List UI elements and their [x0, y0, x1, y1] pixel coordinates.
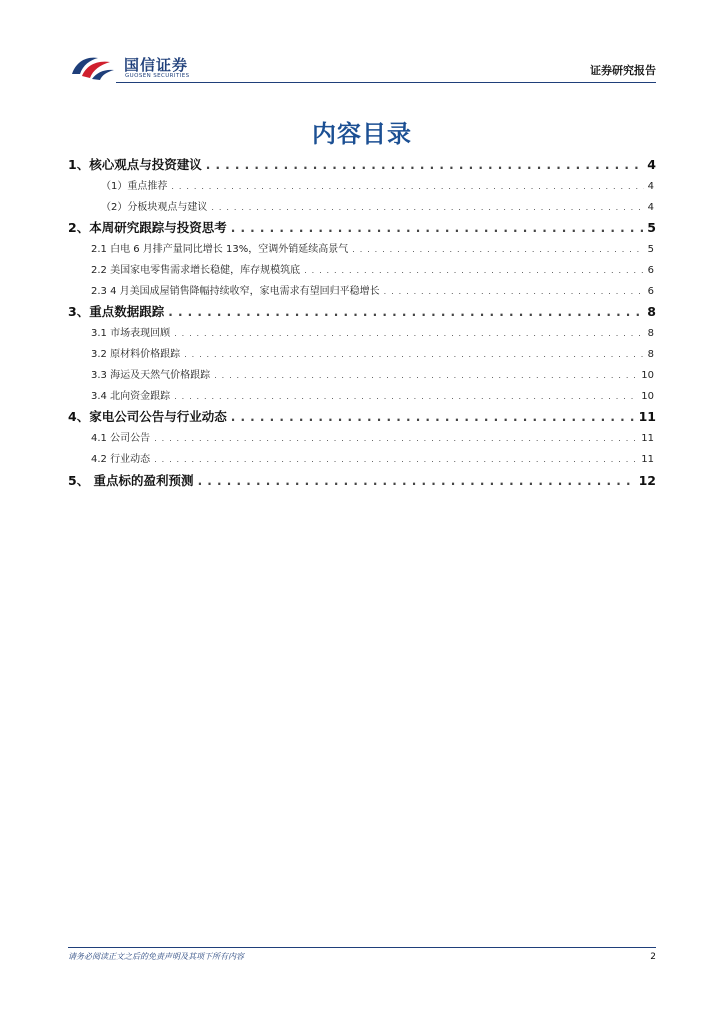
toc-dot-leader [171, 182, 643, 191]
toc-page-number: 5 [647, 220, 656, 236]
toc-entry-label: 3.1 市场表现回顾 [91, 328, 171, 340]
toc-page-number: 8 [647, 349, 654, 361]
toc-page-number: 5 [647, 244, 654, 256]
toc-page-number: 6 [647, 285, 654, 297]
toc-dot-leader [352, 245, 643, 254]
toc-subsection-entry[interactable] [68, 282, 656, 303]
toc-entry-label: 2.2 美国家电零售需求增长稳健，库存规模筑底 [91, 265, 301, 277]
toc-page-number: 4 [647, 201, 654, 213]
report-type-label: 证券研究报告 [590, 64, 656, 77]
toc-entry-label: 3.3 海运及天然气价格跟踪 [91, 369, 211, 381]
toc-section-entry[interactable] [68, 407, 656, 429]
toc-subsection-entry[interactable] [68, 366, 656, 387]
toc-page-number: 11 [638, 409, 656, 425]
toc-dot-leader [211, 203, 643, 212]
toc-page-number: 12 [638, 472, 656, 488]
toc-page-number: 10 [641, 390, 654, 402]
toc-page-number: 4 [647, 157, 656, 172]
toc-entry-label: 2.3 4 月美国成屋销售降幅持续收窄，家电需求有望回归平稳增长 [91, 285, 380, 297]
toc-subsection-entry[interactable] [68, 345, 656, 366]
guosen-logo-icon [70, 52, 116, 82]
toc-dot-leader [198, 474, 635, 488]
toc-entry-label: 3.2 原材料价格跟踪 [91, 349, 181, 361]
toc-dot-leader [206, 158, 644, 172]
page-number: 2 [650, 952, 656, 962]
toc-entry-label: 3、重点数据跟踪 [68, 304, 165, 320]
toc-entry-label: 5、 重点标的盈利预测 [68, 472, 194, 488]
toc-entry-label: 4.1 公司公告 [91, 433, 151, 445]
page-header [68, 50, 656, 84]
footer-disclaimer: 请务必阅读正文之后的免责声明及其项下所有内容 [68, 952, 244, 961]
toc-dot-leader [154, 455, 637, 464]
toc-subsection-entry[interactable] [68, 450, 656, 471]
toc-entry-label: 4.2 行业动态 [91, 453, 151, 465]
toc-entry-label: 4、家电公司公告与行业动态 [68, 409, 227, 425]
toc-entry-label: 3.4 北向资金跟踪 [91, 390, 171, 402]
toc-page-number: 8 [647, 328, 654, 340]
header-divider [116, 82, 656, 83]
toc-subsection-entry[interactable] [68, 177, 656, 198]
toc-title: 内容目录 [312, 120, 412, 148]
toc-page-number: 6 [647, 265, 654, 277]
toc-page-number: 8 [647, 304, 656, 320]
toc-section-entry[interactable] [68, 302, 656, 324]
toc-dot-leader [231, 410, 635, 424]
toc-subsection-entry[interactable] [68, 324, 656, 345]
toc-entry-label: （1）重点推荐 [101, 181, 168, 192]
company-logo [68, 50, 238, 84]
toc-entry-label: 2、本周研究跟踪与投资思考 [68, 220, 227, 236]
toc-entry-label: 1、核心观点与投资建议 [68, 157, 202, 172]
toc-section-entry[interactable] [68, 218, 656, 240]
toc-section-entry[interactable] [68, 155, 656, 177]
toc-section-entry[interactable] [68, 471, 656, 493]
toc-dot-leader [174, 329, 644, 338]
table-of-contents [68, 155, 656, 493]
logo-chinese-name: 国信证券 [124, 56, 189, 74]
toc-dot-leader [231, 221, 644, 235]
toc-dot-leader [384, 287, 644, 296]
toc-dot-leader [304, 266, 644, 275]
toc-dot-leader [154, 434, 637, 443]
toc-page-number: 11 [641, 453, 654, 465]
footer-divider [68, 947, 656, 948]
toc-subsection-entry[interactable] [68, 261, 656, 282]
toc-dot-leader [184, 350, 644, 359]
toc-page-number: 11 [641, 433, 654, 445]
logo-english-name: GUOSEN SECURITIES [125, 73, 190, 79]
toc-entry-label: 2.1 白电 6 月排产量同比增长 13%，空调外销延续高景气 [91, 244, 349, 256]
toc-subsection-entry[interactable] [68, 198, 656, 219]
toc-subsection-entry[interactable] [68, 387, 656, 408]
toc-dot-leader [168, 305, 643, 319]
toc-dot-leader [174, 392, 637, 401]
toc-page-number: 4 [647, 181, 654, 192]
toc-subsection-entry[interactable] [68, 240, 656, 261]
toc-dot-leader [214, 371, 637, 380]
toc-entry-label: （2）分板块观点与建议 [101, 201, 208, 213]
toc-page-number: 10 [641, 369, 654, 381]
toc-subsection-entry[interactable] [68, 429, 656, 450]
